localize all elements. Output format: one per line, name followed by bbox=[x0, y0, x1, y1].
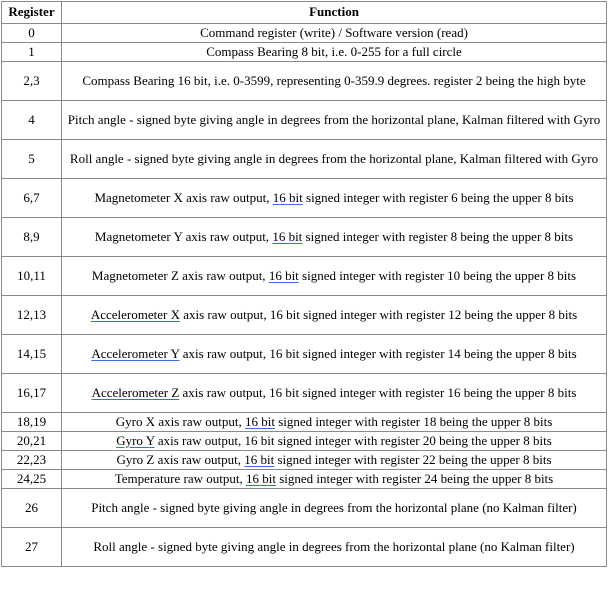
function-text: Command register (write) / Software version (read) bbox=[200, 24, 468, 40]
register-cell: 20,21 bbox=[2, 432, 62, 451]
function-text: Magnetometer Z axis raw output, bbox=[91, 267, 269, 283]
register-column-header: Register bbox=[2, 2, 62, 24]
function-text: signed integer with register 10 being the upper 8 bits bbox=[298, 267, 577, 283]
function-text: Pitch angle - signed byte giving angle in degrees from the horizontal plane (no Kalman filter) bbox=[91, 499, 577, 515]
function-cell bbox=[62, 470, 607, 489]
function-text: axis raw output, 16 bit signed integer with register 20 being the upper 8 bits bbox=[154, 432, 552, 448]
function-cell bbox=[62, 140, 607, 179]
register-cell: 2,3 bbox=[2, 62, 62, 101]
register-cell: 26 bbox=[2, 489, 62, 528]
function-cell bbox=[62, 432, 607, 451]
function-text: Temperature raw output, bbox=[114, 470, 246, 486]
register-table bbox=[1, 1, 607, 567]
underlined-term: 16 bit bbox=[272, 228, 303, 244]
underlined-term: Accelerometer X bbox=[90, 306, 180, 322]
register-cell: 6,7 bbox=[2, 179, 62, 218]
function-cell bbox=[62, 43, 607, 62]
register-cell: 10,11 bbox=[2, 257, 62, 296]
table-row bbox=[2, 528, 607, 567]
function-cell bbox=[62, 218, 607, 257]
table-row bbox=[2, 43, 607, 62]
register-cell: 4 bbox=[2, 101, 62, 140]
function-cell bbox=[62, 24, 607, 43]
function-column-header: Function bbox=[62, 2, 607, 24]
table-row bbox=[2, 374, 607, 413]
function-cell bbox=[62, 528, 607, 567]
register-cell: 1 bbox=[2, 43, 62, 62]
function-text: signed integer with register 18 being the upper 8 bits bbox=[274, 413, 553, 429]
table-row bbox=[2, 413, 607, 432]
table-row bbox=[2, 257, 607, 296]
function-text: Gyro X axis raw output, bbox=[115, 413, 245, 429]
register-cell: 12,13 bbox=[2, 296, 62, 335]
function-text: signed integer with register 6 being the upper 8 bits bbox=[302, 189, 574, 205]
table-row bbox=[2, 101, 607, 140]
register-cell: 24,25 bbox=[2, 470, 62, 489]
table-row bbox=[2, 140, 607, 179]
function-cell bbox=[62, 451, 607, 470]
underlined-term: Gyro Y bbox=[116, 432, 155, 448]
table-row bbox=[2, 296, 607, 335]
register-cell: 5 bbox=[2, 140, 62, 179]
function-text: axis raw output, 16 bit signed integer with register 14 being the upper 8 bits bbox=[179, 345, 577, 361]
underlined-term: 16 bit bbox=[272, 189, 303, 205]
function-text: Magnetometer X axis raw output, bbox=[94, 189, 273, 205]
function-text: Roll angle - signed byte giving angle in degrees from the horizontal plane, Kalman filtered with Gyro bbox=[69, 150, 599, 166]
table-row bbox=[2, 335, 607, 374]
function-cell bbox=[62, 296, 607, 335]
underlined-term: Accelerometer Y bbox=[91, 345, 180, 361]
register-cell: 18,19 bbox=[2, 413, 62, 432]
table-row bbox=[2, 489, 607, 528]
function-text: Roll angle - signed byte giving angle in degrees from the horizontal plane (no Kalman filter) bbox=[93, 538, 575, 554]
table-row bbox=[2, 218, 607, 257]
function-text: signed integer with register 24 being the upper 8 bits bbox=[275, 470, 554, 486]
function-cell bbox=[62, 257, 607, 296]
register-cell: 27 bbox=[2, 528, 62, 567]
register-cell: 14,15 bbox=[2, 335, 62, 374]
underlined-term: 16 bit bbox=[268, 267, 299, 283]
underlined-term: Accelerometer Z bbox=[91, 384, 180, 400]
table-row bbox=[2, 432, 607, 451]
table-row bbox=[2, 470, 607, 489]
function-cell bbox=[62, 374, 607, 413]
function-text: Gyro Z axis raw output, bbox=[116, 451, 245, 467]
function-cell bbox=[62, 101, 607, 140]
register-cell: 16,17 bbox=[2, 374, 62, 413]
register-cell: 8,9 bbox=[2, 218, 62, 257]
table-header-row bbox=[2, 2, 607, 24]
function-text: axis raw output, 16 bit signed integer with register 16 being the upper 8 bits bbox=[179, 384, 577, 400]
table-row bbox=[2, 451, 607, 470]
register-cell: 22,23 bbox=[2, 451, 62, 470]
function-cell bbox=[62, 179, 607, 218]
table-row bbox=[2, 62, 607, 101]
function-text: axis raw output, 16 bit signed integer with register 12 being the upper 8 bits bbox=[179, 306, 578, 322]
function-cell bbox=[62, 413, 607, 432]
table-row bbox=[2, 24, 607, 43]
function-cell bbox=[62, 62, 607, 101]
function-text: Compass Bearing 16 bit, i.e. 0-3599, representing 0-359.9 degrees. register 2 being the high byte bbox=[82, 72, 586, 88]
function-text: Compass Bearing 8 bit, i.e. 0-255 for a full circle bbox=[206, 43, 462, 59]
table-row bbox=[2, 179, 607, 218]
function-cell bbox=[62, 489, 607, 528]
function-text: Magnetometer Y axis raw output, bbox=[94, 228, 273, 244]
underlined-term: 16 bit bbox=[245, 413, 275, 429]
function-text: Pitch angle - signed byte giving angle in degrees from the horizontal plane, Kalman filtered with Gyro bbox=[67, 111, 601, 127]
underlined-term: 16 bit bbox=[244, 451, 275, 467]
function-text: signed integer with register 22 being the upper 8 bits bbox=[274, 451, 552, 467]
register-cell: 0 bbox=[2, 24, 62, 43]
underlined-term: 16 bit bbox=[245, 470, 276, 486]
function-cell bbox=[62, 335, 607, 374]
function-text: signed integer with register 8 being the upper 8 bits bbox=[302, 228, 574, 244]
